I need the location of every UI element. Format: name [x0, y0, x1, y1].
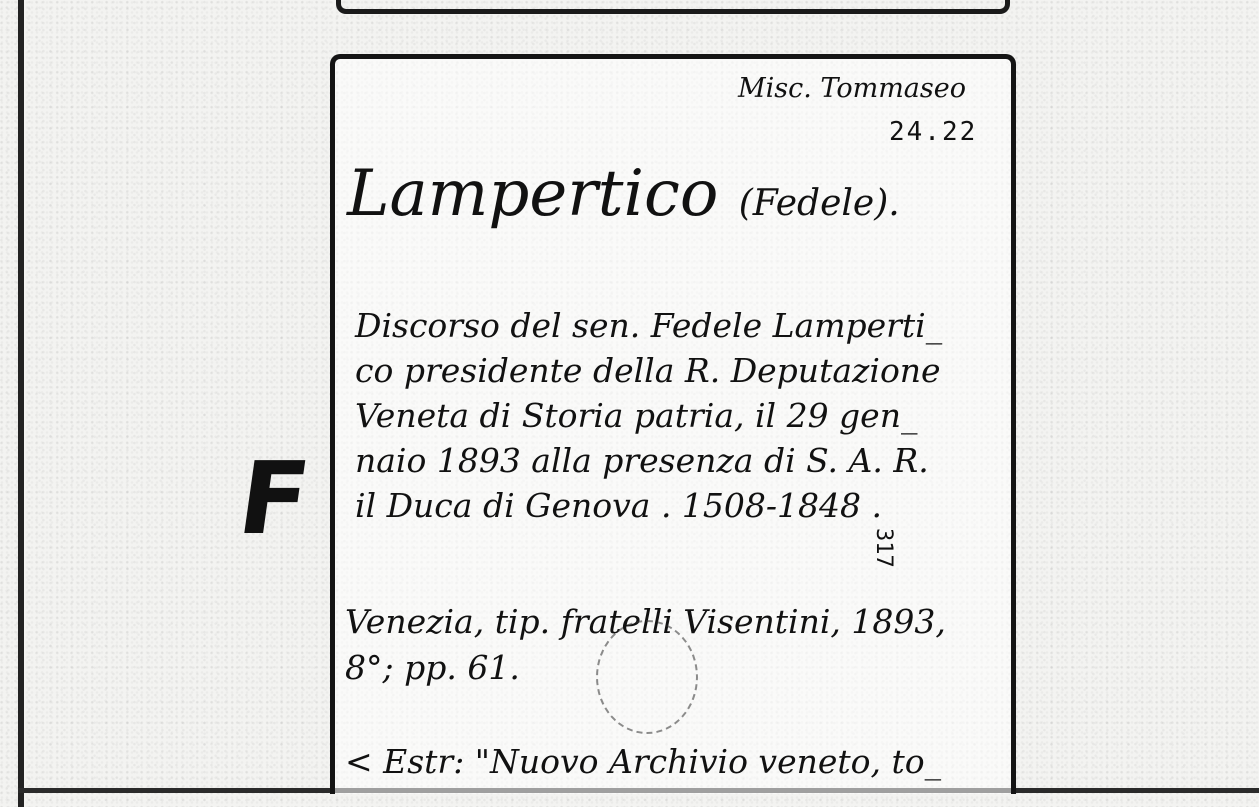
margin-letter: F: [231, 440, 317, 557]
description-line: naio 1893 alla presenza di S. A. R.: [355, 441, 929, 480]
left-border-line: [18, 0, 24, 807]
author-surname: Lampertico: [347, 157, 719, 231]
description-line: Veneta di Storia patria, il 29 gen_: [355, 396, 918, 435]
library-stamp-circle: [596, 620, 698, 734]
imprint-line: 8°; pp. 61.: [345, 648, 520, 687]
description-line: co presidente della R. Deputazione: [355, 351, 941, 390]
description-line: Discorso del sen. Fedele Lamperti_: [355, 306, 943, 345]
imprint-line: Venezia, tip. fratelli Visentini, 1893,: [345, 602, 946, 641]
shelfmark: Misc. Tommaseo: [738, 73, 966, 104]
title-description: [355, 303, 942, 528]
call-number: 24.22: [889, 117, 978, 147]
previous-card-edge: [336, 0, 1010, 14]
author-heading: [347, 157, 900, 231]
series-note: < Estr: "Nuovo Archivio veneto, to_: [345, 742, 942, 781]
author-forename: (Fedele).: [738, 183, 900, 224]
side-number: 317: [871, 528, 896, 568]
description-line: il Duca di Genova . 1508-1848 .: [355, 486, 883, 525]
